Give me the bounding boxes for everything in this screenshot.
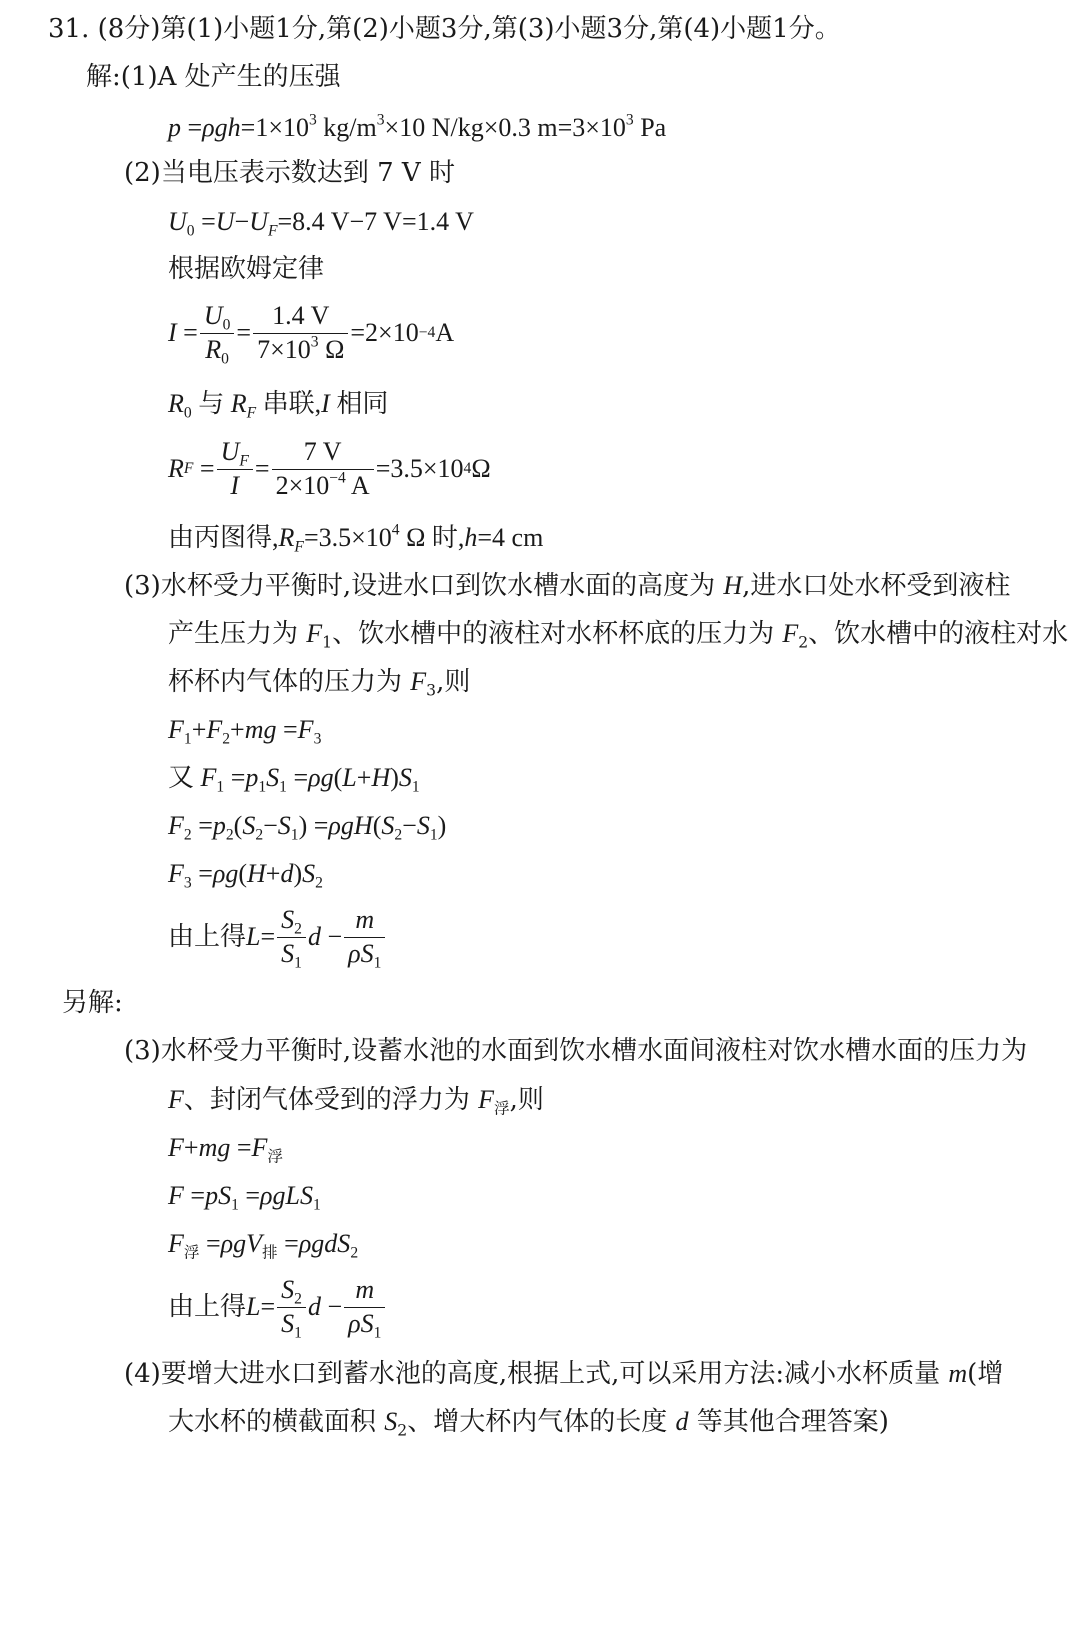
f1-equation: 又 $F_1 =p_1S_1 =\rho g(L+H)S_1$ xyxy=(168,763,420,796)
series-statement: $R_0$ 与 $R_F$ 串联,I 相同 xyxy=(168,389,389,422)
question-header: 31. (8分)第(1)小题1分,第(2)小题3分,第(3)小题3分,第(4)小题1分。 xyxy=(48,14,841,44)
ohm-law-text: 根据欧姆定律 xyxy=(168,254,325,284)
m-over-rho-s1-fraction: $\frac{m}{\rho S_1}$ xyxy=(344,1274,385,1340)
alt-line2: F、封闭气体受到的浮力为 $F_浮$,则 xyxy=(168,1085,544,1118)
result-equation-2: 由上得 L = $\frac{S_2}{S_1}$ d − $\frac{m}{\rho S_1}$ xyxy=(168,1274,387,1340)
alt-buoyancy-equation: $F_浮 =\rho gV_排 =\rho gdS_2$ xyxy=(168,1229,359,1262)
f3-equation: $F_3 =\rho g(H+d)S_2$ xyxy=(168,859,323,892)
alt-solution-label: 另解: xyxy=(62,988,123,1018)
u0-equation: $U_0 =U-U_F=8.4$ V−7 V=1.4 V xyxy=(168,207,474,240)
part3-line2: 产生压力为 $F_1$、饮水槽中的液柱对水杯杯底的压力为 $F_2$、饮水槽中的液柱对水 xyxy=(168,619,1069,652)
part3-line3: 杯杯内气体的压力为 $F_3$,则 xyxy=(168,667,471,700)
uf-over-i-fraction: $\frac{U_F}{I}$ xyxy=(217,436,253,502)
s2-over-s1-fraction: $\frac{S_2}{S_1}$ xyxy=(277,1274,306,1340)
m-over-rho-s1-fraction: $\frac{m}{\rho S_1}$ xyxy=(344,904,385,970)
current-value-fraction: $\frac{1.4 V}{7\times 10^3 \Omega}$ xyxy=(253,300,348,366)
force-balance-equation: $F_1+F_2+mg =F_3$ xyxy=(168,715,322,748)
alt-line1: (3)水杯受力平衡时,设蓄水池的水面到饮水槽水面间液柱对饮水槽水面的压力为 xyxy=(124,1036,1028,1066)
pressure-equation: $p =\rho gh=1\times 10^3$ $kg/m^3\times 10$ N/kg×0.3 $m=3\times 10^3$ Pa xyxy=(168,111,667,142)
solution-label: 解:(1)A 处产生的压强 xyxy=(86,62,341,92)
graph-reading: 由丙图得$,R_F=3.5\times 10^4$ Ω 时,h=4 cm xyxy=(168,521,544,556)
part3-line1: (3)水杯受力平衡时,设进水口到饮水槽水面的高度为 H,进水口处水杯受到液柱 xyxy=(124,571,1011,601)
part2-title: (2)当电压表示数达到 7 V 时 xyxy=(124,158,455,188)
part1-title: (1)A 处产生的压强 xyxy=(120,62,341,92)
rf-equation: R F = $\frac{U_F}{I}$ = $\frac{7 V}{2\times 10^{-4} A}$ =3.5×10 4 Ω xyxy=(168,436,491,502)
result-equation-1: 由上得 L = $\frac{S_2}{S_1}$ d − $\frac{m}{\rho S_1}$ xyxy=(168,904,387,970)
s2-over-s1-fraction: $\frac{S_2}{S_1}$ xyxy=(277,904,306,970)
alt-f-equation: $F =pS_1 =\rho gLS_1$ xyxy=(168,1181,321,1214)
part4-line1: (4)要增大进水口到蓄水池的高度,根据上式,可以采用方法:减小水杯质量 m(增 xyxy=(124,1359,1004,1389)
rf-value-fraction: $\frac{7 V}{2\times 10^{-4} A}$ xyxy=(272,436,374,502)
f2-equation: $F_2 =p_2(S_2-S_1) =\rho gH(S_2-S_1)$ xyxy=(168,811,447,844)
alt-balance-equation: $F+mg =F_浮$ xyxy=(168,1133,284,1166)
part4-line2: 大水杯的横截面积 $S_2$、增大杯内气体的长度 d 等其他合理答案) xyxy=(168,1407,889,1440)
current-equation: I = $\frac{U_0}{R_0}$ = $\frac{1.4 V}{7\times 10^3 \Omega}$ =2×10 −4 A xyxy=(168,301,455,367)
u0-over-r0-fraction: $\frac{U_0}{R_0}$ xyxy=(200,300,235,366)
